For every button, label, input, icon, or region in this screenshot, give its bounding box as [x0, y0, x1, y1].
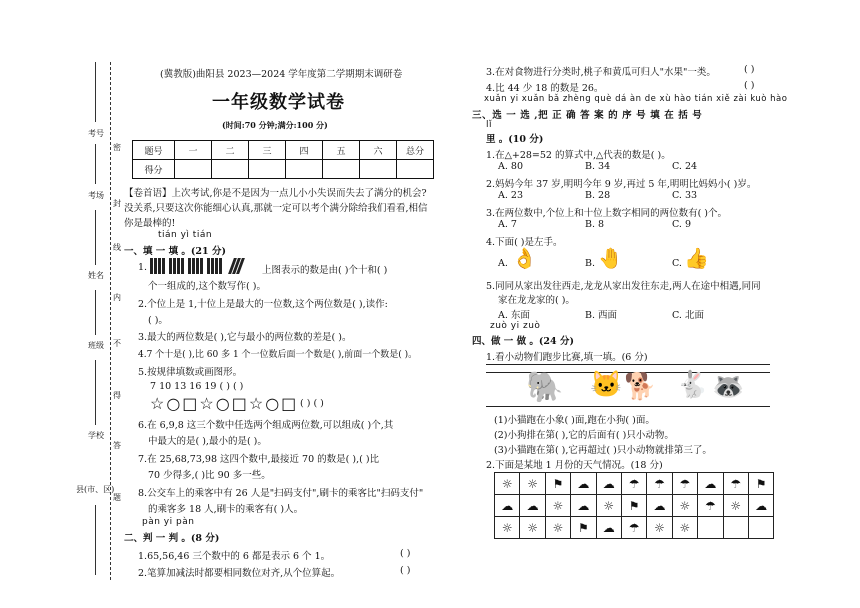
sec3-q1-opt-b: B. 34: [585, 161, 611, 172]
counting-rods-icon: [150, 258, 243, 277]
binding-line: [110, 62, 111, 580]
xingming-line: [95, 210, 96, 265]
flag-icon: ⚑: [571, 517, 596, 539]
cloud-icon: ☁: [571, 473, 596, 495]
sec2-q3-answer[interactable]: ( ): [744, 64, 755, 75]
xuexiao-label: 学校: [88, 431, 104, 440]
rain-icon: ☂: [621, 517, 646, 539]
sec4-pinyin: zuò yi zuò: [490, 321, 541, 331]
sec1-q4: 4.7 个十是( ),比 60 多 1 个一位数后面一个数是( ),前面一个数是( )。: [138, 350, 418, 360]
xuexiao-line: [95, 360, 96, 425]
score-table-cell: 三: [249, 141, 286, 160]
intro-line-2: 没关系,只要这次你能细心认真,那就一定可以考个满分除给我们看看,相信: [124, 203, 428, 214]
score-table-cell: 一: [175, 141, 212, 160]
sec2-pinyin: pàn yi pàn: [142, 517, 195, 527]
cloud-icon: ☁: [495, 495, 520, 517]
weather-row-2: [495, 495, 774, 517]
sun-icon: ☼: [495, 517, 520, 539]
sec4-q1: 1.看小动物们跑步比赛,填一填。(6 分): [486, 352, 648, 363]
sec1-q5: 5.按规律填数或画图形。: [138, 367, 243, 378]
score-table-cell: 四: [286, 141, 323, 160]
sun-icon: ☼: [545, 517, 570, 539]
pointing-hand-icon: 🤚: [598, 246, 623, 270]
sec1-q1-text-2: 个一组成的,这个数写作( )。: [148, 281, 266, 292]
sec4-q1-c: (3)小猫跑在第( ),它再超过( )只小动物就排第三了。: [494, 445, 712, 456]
sec3-q3-opt-b: B. 8: [585, 219, 605, 230]
sec1-q7: 7.在 25,68,73,98 这四个数中,最接近 70 的数是( ),( )比: [138, 454, 380, 465]
score-input-cell[interactable]: [249, 160, 286, 179]
empty-cell: [698, 517, 723, 539]
sec2-q2: 2.笔算加减法时都要相同数位对齐,从个位算起。: [138, 568, 341, 579]
sec3-header-2: 里 。(10 分): [486, 134, 544, 145]
sec4-header: 四、做 一 做 。(24 分): [472, 336, 574, 347]
banji-label: 班级: [88, 341, 104, 350]
weather-row-1: [495, 473, 774, 495]
score-input-cell[interactable]: [212, 160, 249, 179]
sec3-q2-opt-c: C. 33: [672, 190, 698, 201]
rain-icon: ☂: [621, 473, 646, 495]
sec2-q3: 3.在对食物进行分类时,桃子和黄瓜可归人"水果"一类。: [486, 67, 716, 78]
kaohao-line: [95, 62, 96, 122]
dog-icon: 🐕: [624, 372, 657, 402]
sec3-li-pinyin: lǐ: [486, 120, 493, 130]
sec3-q3-opt-c: C. 9: [672, 219, 692, 230]
score-table-cell: 题号: [133, 141, 175, 160]
sec3-q4-opt-a: A.: [498, 258, 508, 269]
flag-icon: ⚑: [545, 473, 570, 495]
cloud-icon: ☁: [647, 495, 672, 517]
xian-label: 县(市、区): [76, 485, 115, 494]
sec3-q2-opt-a: A. 23: [498, 190, 523, 201]
sec3-q4-opt-c: C.: [672, 258, 682, 269]
binding-char-xian: 线: [113, 243, 121, 252]
sec3-q5-opt-a: A. 东面: [498, 310, 530, 321]
animal-race-image: [486, 364, 770, 408]
rain-icon: ☂: [672, 473, 697, 495]
thumbs-up-icon: 👍: [684, 246, 709, 270]
binding-char-nei: 内: [113, 293, 121, 302]
cloud-icon: ☁: [520, 495, 545, 517]
sec3-q4-opt-b: B.: [585, 258, 596, 269]
sec1-q3: 3.最大的两位数是( ),它与最小的两位数的差是( )。: [138, 332, 352, 343]
elephant-icon: 🐘: [526, 370, 564, 405]
weather-table: [494, 472, 774, 539]
sec2-q4: 4.比 44 少 18 的数是 26。: [486, 83, 604, 94]
binding-char-bu: 不: [113, 339, 121, 348]
sec3-q1: 1.在△+28=52 的算式中,△代表的数是( )。: [486, 150, 671, 161]
raccoon-icon: 🦝: [712, 372, 745, 402]
sec1-q5-blanks: ( ) ( ): [300, 398, 324, 409]
sec4-q1-a: (1)小猫跑在小象( )面,跑在小狗( )面。: [494, 415, 655, 426]
sec3-q2: 2.妈妈今年 37 岁,明明今年 9 岁,再过 5 年,明明比妈妈小( )岁。: [486, 179, 757, 190]
intro-line-1: 【卷首语】上次考试,你是不是因为一点儿小小失误而失去了满分的机会?: [124, 188, 427, 199]
score-input-cell[interactable]: [175, 160, 212, 179]
rain-icon: ☂: [647, 473, 672, 495]
kaochang-label: 考场: [88, 191, 104, 200]
rain-icon: ☂: [698, 495, 723, 517]
cat-icon: 🐱: [590, 370, 623, 400]
score-table-score-row: [133, 160, 434, 179]
sec3-pinyin: xuǎn yi xuǎn bǎ zhèng què dá àn de xù hào tián xiě zài kuò hào: [484, 94, 788, 104]
sec2-q2-answer[interactable]: ( ): [400, 565, 411, 576]
score-input-cell[interactable]: [286, 160, 323, 179]
sun-icon: ☼: [672, 517, 697, 539]
sec3-q5-opt-b: B. 西面: [585, 310, 618, 321]
sec1-q2: 2.个位上是 1,十位上是最大的一位数,这个两位数是( ),读作:: [138, 299, 388, 310]
binding-char-ti: 题: [113, 493, 121, 502]
score-table: [132, 140, 434, 179]
sec4-q2: 2.下面是某地 1 月份的天气情况。(18 分): [486, 460, 663, 471]
banji-line: [95, 290, 96, 335]
binding-char-de: 得: [113, 391, 121, 400]
rain-icon: ☂: [723, 473, 748, 495]
sun-icon: ☼: [723, 495, 748, 517]
sun-icon: ☼: [672, 495, 697, 517]
sec3-header: 三、选 一 选 ,把 正 确 答 案 的 序 号 填 在 括 号: [472, 110, 703, 121]
sec1-pinyin: tián yì tián: [158, 230, 213, 240]
sec1-q6: 6.在 6,9,8 这三个数中任选两个组成两位数,可以组成( )个,其: [138, 420, 394, 431]
flag-icon: ⚑: [621, 495, 646, 517]
sec3-q3-opt-a: A. 7: [498, 219, 517, 230]
sec2-q1: 1.65,56,46 三个数中的 6 都是表示 6 个 1。: [138, 551, 331, 562]
page-title: 一年级数学试卷: [212, 92, 345, 113]
score-table-cell: 得分: [133, 160, 175, 179]
score-table-header-row: [133, 141, 434, 160]
score-input-cell[interactable]: [323, 160, 360, 179]
cloud-icon: ☁: [748, 495, 773, 517]
sun-icon: ☼: [520, 517, 545, 539]
binding-char-da: 答: [113, 441, 121, 450]
ok-hand-icon: 👌: [512, 246, 537, 270]
sec4-q1-b: (2)小狗排在第( ),它的后面有( )只小动物。: [494, 430, 674, 441]
time-info: (时间:70 分钟;满分:100 分): [222, 120, 328, 130]
sec1-q5-shapes: ☆○□☆○□☆○□: [150, 394, 299, 413]
sec3-q3: 3.在两位数中,个位上和十位上数字相同的两位数有( )个。: [486, 208, 728, 219]
flag-icon: ⚑: [748, 473, 773, 495]
intro-line-3: 你是最棒的!: [124, 218, 176, 229]
sec3-q5-b: 家在龙龙家的( )。: [498, 295, 575, 306]
sun-icon: ☼: [495, 473, 520, 495]
cloud-icon: ☁: [571, 495, 596, 517]
weather-row-3: [495, 517, 774, 539]
sec1-q2-b: ( )。: [148, 315, 168, 326]
rabbit-icon: 🐇: [676, 370, 709, 400]
empty-cell: [748, 517, 773, 539]
sec3-q1-opt-c: C. 24: [672, 161, 698, 172]
sec3-q1-opt-a: A. 80: [498, 161, 523, 172]
binding-char-feng: 封: [113, 199, 121, 208]
sec1-q7-b: 70 少得多,( )比 90 多一些。: [148, 470, 271, 481]
sec1-q5-sequence: 7 10 13 16 19 ( ) ( ): [150, 381, 244, 392]
score-table-cell: 五: [323, 141, 360, 160]
sec1-q1-text: 上图表示的数是由( )个十和( ): [262, 265, 388, 276]
sec3-q5: 5.同同从家出发往西走,龙龙从家出发往东走,两人在途中相遇,同同: [486, 281, 761, 292]
sec2-header: 二、判 一 判 。(8 分): [124, 533, 220, 544]
sec3-q4: 4.下面( )是左手。: [486, 237, 563, 248]
cloud-icon: ☁: [698, 473, 723, 495]
sec1-q8: 8.公交车上的乘客中有 26 人是"扫码支付",刷卡的乘客比"扫码支付": [138, 488, 424, 499]
sec1-q1-number: 1.: [138, 262, 148, 273]
score-input-cell[interactable]: [397, 160, 434, 179]
sec2-q1-answer[interactable]: ( ): [400, 548, 411, 559]
score-table-cell: 六: [360, 141, 397, 160]
sec1-header: 一、填 一 填 。(21 分): [124, 246, 226, 257]
sun-icon: ☼: [520, 473, 545, 495]
empty-cell: [723, 517, 748, 539]
exam-line: (冀教版)曲阳县 2023—2024 学年度第二学期期末调研卷: [160, 69, 403, 80]
xian-line: [95, 505, 96, 575]
sun-icon: ☼: [647, 517, 672, 539]
sec3-q2-opt-b: B. 28: [585, 190, 611, 201]
sec3-q5-opt-c: C. 北面: [672, 310, 704, 321]
kaohao-label: 考号: [88, 129, 104, 138]
sun-icon: ☼: [596, 495, 621, 517]
score-input-cell[interactable]: [360, 160, 397, 179]
sec2-q4-answer[interactable]: ( ): [744, 80, 755, 91]
cloud-icon: ☁: [596, 473, 621, 495]
xingming-label: 姓名: [88, 271, 104, 280]
score-table-cell: 总分: [397, 141, 434, 160]
sec1-q8-b: 的乘客多 18 人,刷卡的乘客有( )人。: [148, 504, 304, 515]
cloud-icon: ☁: [596, 517, 621, 539]
score-table-cell: 二: [212, 141, 249, 160]
sun-icon: ☼: [545, 495, 570, 517]
binding-char-mi: 密: [113, 143, 121, 152]
sec1-q6-b: 中最大的是( ),最小的是( )。: [148, 436, 267, 447]
kaochang-line: [95, 144, 96, 184]
